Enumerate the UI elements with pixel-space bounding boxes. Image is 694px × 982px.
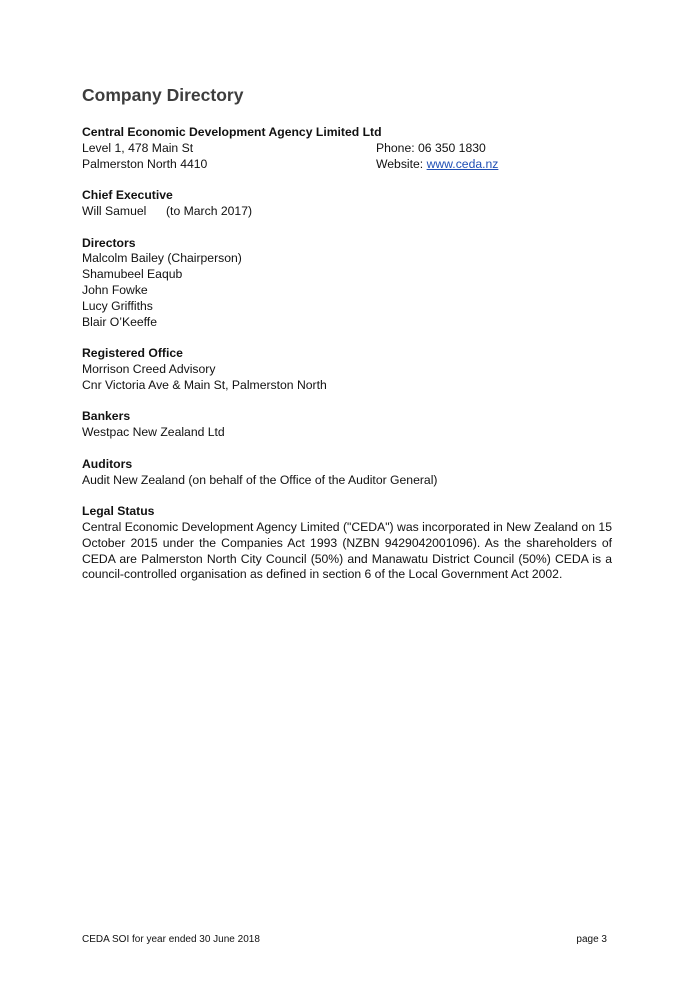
bankers-name: Westpac New Zealand Ltd [82, 425, 225, 440]
auditors-name: Audit New Zealand (on behalf of the Office of the Auditor General) [82, 472, 438, 487]
chief-executive-section [82, 188, 612, 220]
director-name: Lucy Griffiths [82, 298, 153, 313]
website-line [376, 157, 498, 173]
directors-section [82, 236, 612, 331]
directors-heading: Directors [82, 235, 136, 250]
chief-executive-heading: Chief Executive [82, 188, 173, 203]
auditors-section [82, 457, 612, 489]
address-row-2 [82, 157, 612, 173]
bankers-section [82, 409, 612, 441]
address-line-2: Palmerston North 4410 [82, 156, 208, 171]
company-name: Central Economic Development Agency Limited Ltd [82, 125, 382, 139]
auditors-heading: Auditors [82, 456, 133, 471]
legal-status-section [82, 504, 612, 583]
director-name: Blair O’Keeffe [82, 314, 157, 329]
registered-office-line-1: Morrison Creed Advisory [82, 361, 216, 376]
legal-status-heading: Legal Status [82, 504, 155, 519]
registered-office-line-2: Cnr Victoria Ave & Main St, Palmerston North [82, 377, 327, 392]
footer-document-label: CEDA SOI for year ended 30 June 2018 [82, 934, 260, 945]
chief-executive-line [82, 204, 612, 220]
chief-executive-term: (to March 2017) [166, 203, 253, 218]
registered-office-section [82, 346, 612, 393]
phone-number: Phone: 06 350 1830 [376, 140, 486, 155]
registered-office-heading: Registered Office [82, 346, 183, 361]
chief-executive-name: Will Samuel [82, 203, 147, 218]
director-name: Shamubeel Eaqub [82, 267, 183, 282]
page-content [82, 84, 612, 599]
director-name: John Fowke [82, 282, 148, 297]
address-line-1: Level 1, 478 Main St [82, 140, 194, 155]
website-link[interactable]: www.ceda.nz [426, 156, 499, 171]
legal-status-text: Central Economic Development Agency Limited ("CEDA") was incorporated in New Zealand on 15 October 2015 under the Companies Act 1993 (NZBN 9429042001096). As the shareholders of CEDA are Palmerston North City Council (50%) and Manawatu District Council (50%) CEDA is a council-controlled organisation as defined in section 6 of the Local Government Act 2002. [82, 519, 612, 582]
website-label: Website: [376, 156, 427, 171]
page-title: Company Directory [82, 85, 244, 105]
company-section [82, 125, 612, 172]
director-name: Malcolm Bailey (Chairperson) [82, 251, 242, 266]
footer-page-number: page 3 [576, 934, 607, 945]
address-row-1 [82, 141, 612, 157]
bankers-heading: Bankers [82, 409, 131, 424]
